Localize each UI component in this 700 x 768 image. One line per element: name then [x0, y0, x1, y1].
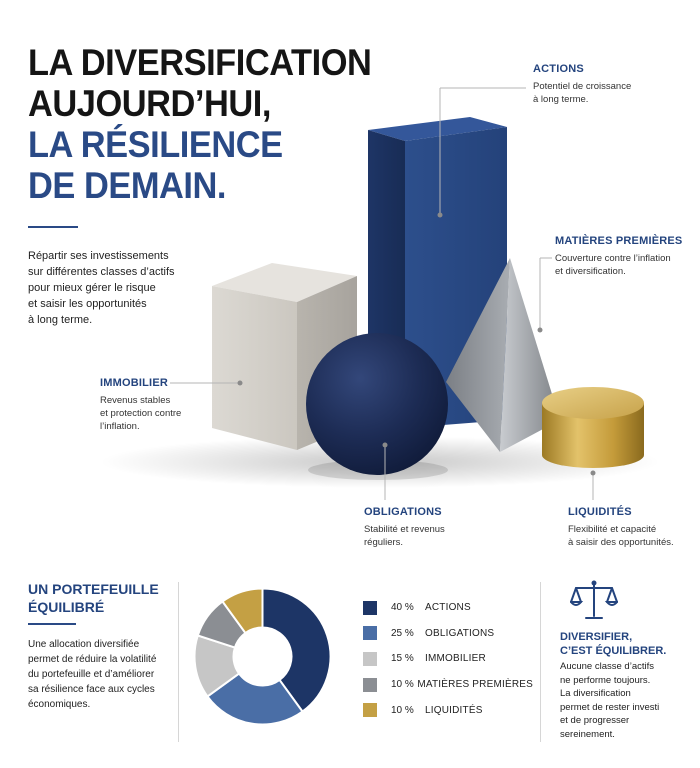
legend-swatch: [363, 626, 377, 640]
callout-actions-title: ACTIONS: [533, 63, 584, 75]
legend-label: IMMOBILIER: [425, 653, 486, 665]
legend-label: ACTIONS: [425, 602, 471, 614]
headline-line-1: LA DIVERSIFICATION: [28, 42, 372, 83]
legend-percent: 15 %: [391, 653, 414, 665]
legend-row: [363, 672, 533, 698]
legend-row: [363, 595, 533, 621]
callout-obligations-title: OBLIGATIONS: [364, 506, 442, 518]
legend-swatch: [363, 703, 377, 717]
legend-row: [363, 697, 533, 723]
section-divider-left: [178, 582, 179, 742]
portfolio-title: UN PORTEFEUILLE ÉQUILIBRÉ: [28, 581, 159, 615]
legend-percent: 10 %: [391, 679, 414, 691]
legend-percent: 25 %: [391, 627, 414, 639]
section-divider-right: [540, 582, 541, 742]
headline-line-3: LA RÉSILIENCE: [28, 124, 283, 165]
callout-immobilier-title: IMMOBILIER: [100, 377, 168, 389]
callout-obligations-text: Stabilité et revenus réguliers.: [364, 524, 445, 548]
cash-cylinder-shape: [542, 387, 644, 468]
balance-scale-icon: [570, 578, 618, 622]
legend-swatch: [363, 601, 377, 615]
side-title: DIVERSIFIER, C’EST ÉQUILIBRER.: [560, 631, 667, 657]
callout-liquidites-text: Flexibilité et capacité à saisir des opportunités.: [568, 524, 674, 548]
allocation-legend: [363, 595, 533, 723]
legend-label: LIQUIDITÉS: [425, 704, 483, 716]
side-text: Aucune classe d’actifs ne performe toujours. La diversification permet de rester investi et de progresser sereinement.: [560, 661, 660, 740]
legend-label: MATIÈRES PREMIÈRES: [417, 679, 533, 691]
legend-swatch: [363, 652, 377, 666]
headline-line-4: DE DEMAIN.: [28, 165, 227, 206]
legend-label: OBLIGATIONS: [425, 627, 495, 639]
callout-actions-text: Potentiel de croissance à long terme.: [533, 81, 632, 105]
legend-percent: 10 %: [391, 704, 414, 716]
portfolio-divider: [28, 623, 76, 625]
legend-percent: 40 %: [391, 602, 414, 614]
legend-row: [363, 646, 533, 672]
callout-matieres-text: Couverture contre l’inflation et diversification.: [555, 253, 671, 277]
intro-text: Répartir ses investissements sur différentes classes d’actifs pour mieux gérer le risque et saisir les opportunités à long terme.: [28, 250, 175, 326]
portfolio-text: Une allocation diversifiée permet de réduire la volatilité du portefeuille et d’améliorer sa résilience face aux cycles économiques.: [28, 639, 157, 710]
allocation-donut-chart: [190, 584, 335, 729]
callout-matieres-title: MATIÈRES PREMIÈRES: [555, 235, 683, 247]
legend-swatch: [363, 678, 377, 692]
legend-row: [363, 621, 533, 647]
callout-immobilier-text: Revenus stables et protection contre l’inflation.: [100, 395, 182, 432]
headline-line-2: AUJOURD’HUI,: [28, 83, 271, 124]
callout-liquidites-title: LIQUIDITÉS: [568, 506, 632, 518]
